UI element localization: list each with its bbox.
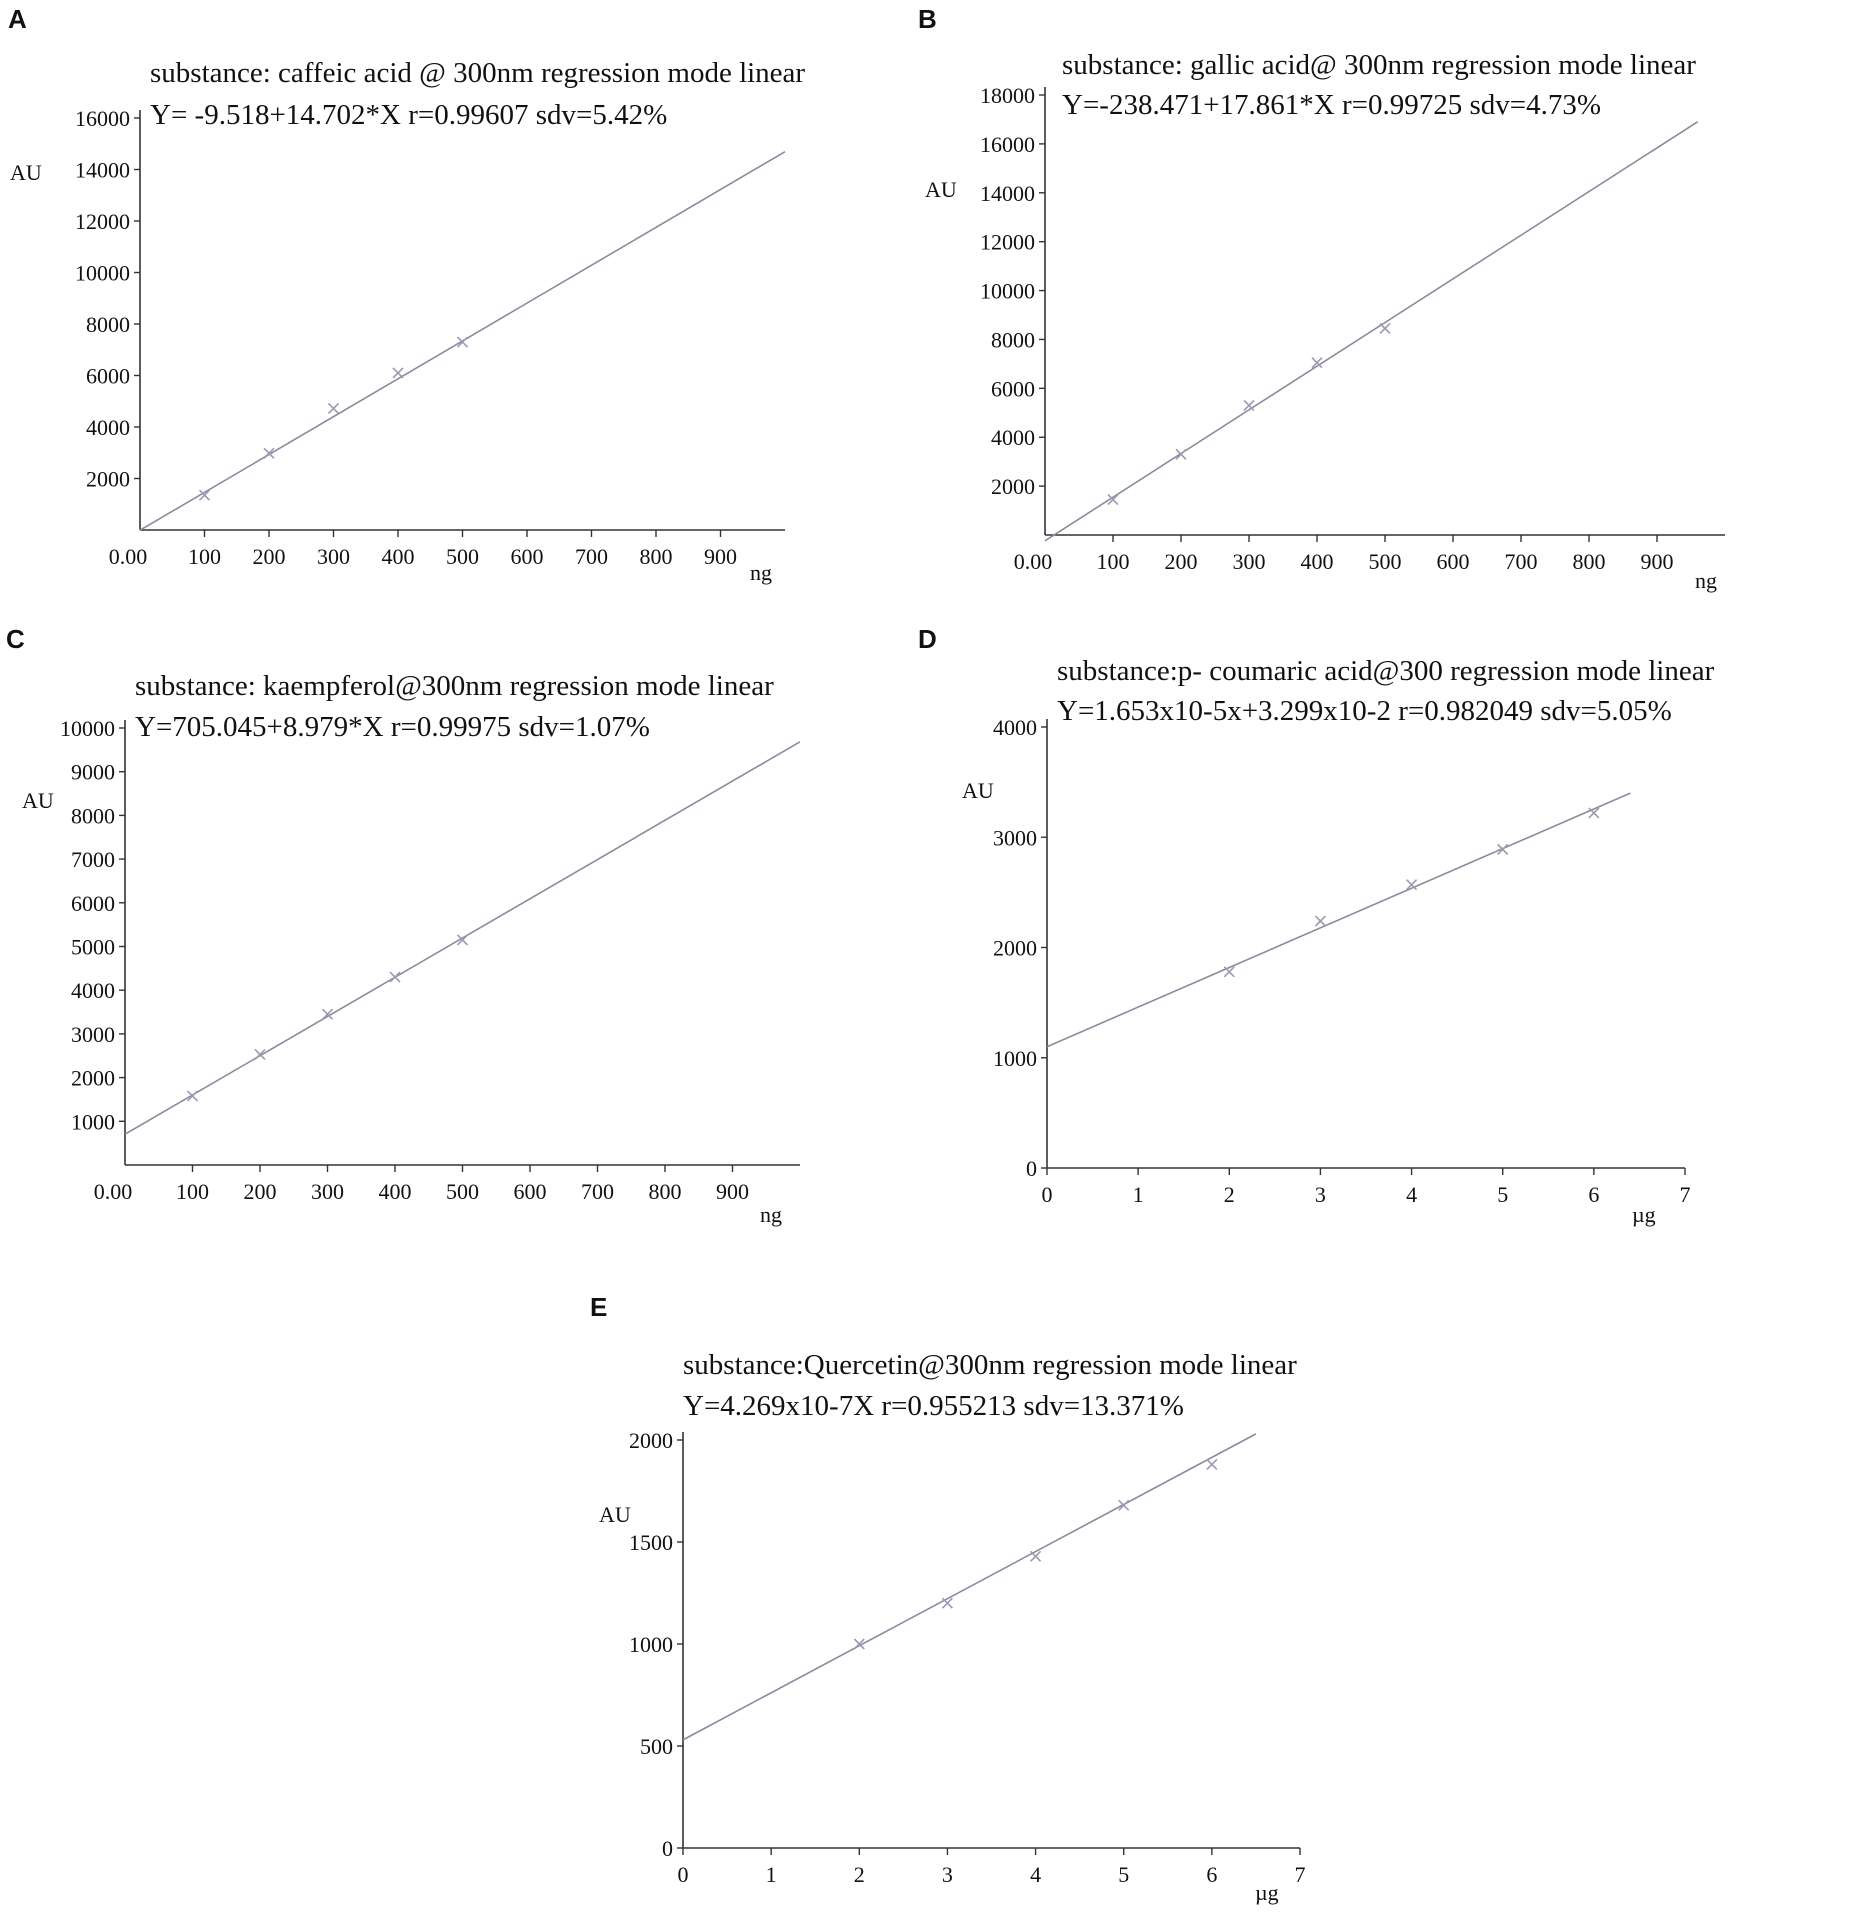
x-tick-label: 500 [446, 544, 479, 569]
x-tick-label: 900 [716, 1179, 749, 1204]
y-tick-label: 0 [662, 1836, 673, 1861]
x-tick-label: 6 [1588, 1182, 1600, 1207]
x-tick-label: 3 [941, 1862, 953, 1887]
y-tick-label: 12000 [75, 209, 130, 234]
data-point [1031, 1551, 1041, 1561]
y-tick-label: 10000 [75, 260, 130, 286]
y-tick-label: 3000 [993, 825, 1037, 851]
y-tick-label: 4000 [993, 715, 1037, 740]
x-tick-label: 5 [1497, 1182, 1509, 1207]
x-tick-label: 0 [677, 1862, 689, 1887]
y-tick-label: 16000 [75, 106, 130, 131]
chart-panel-c [6, 624, 800, 1227]
y-tick-label: 9000 [71, 759, 115, 785]
x-tick-label: 700 [581, 1179, 614, 1204]
y-tick-label: 0 [1026, 1156, 1037, 1181]
y-tick-label: 18000 [980, 83, 1035, 108]
chart-title-line: substance:Quercetin@300nm regression mode linear [683, 1349, 1297, 1381]
data-point [188, 1091, 198, 1101]
x-tick-label: 800 [639, 544, 673, 569]
chart-title-line: Y=1.653x10-5x+3.299x10-2 r=0.982049 sdv=5.05% [1057, 695, 1672, 727]
y-tick-label: 5000 [71, 934, 115, 960]
y-tick-label: 8000 [86, 312, 130, 337]
regression-line [125, 742, 800, 1134]
regression-line [1045, 122, 1698, 541]
y-tick-label: 500 [640, 1734, 673, 1759]
panel-letter: D [918, 624, 937, 654]
chart-title-line: Y= -9.518+14.702*X r=0.99607 sdv=5.42% [150, 99, 668, 131]
y-axis-label: AU [10, 160, 42, 185]
x-tick-label: 700 [575, 544, 608, 569]
x-tick-label: 600 [513, 1179, 547, 1204]
y-axis-label: AU [962, 778, 994, 803]
x-tick-label: 800 [1572, 549, 1606, 574]
chart-title-line: Y=-238.471+17.861*X r=0.99725 sdv=4.73% [1062, 89, 1602, 121]
chart-panel-e [590, 1292, 1306, 1905]
y-tick-label: 6000 [991, 376, 1035, 402]
x-tick-label: 100 [176, 1179, 209, 1204]
x-axis-label: ng [750, 560, 772, 585]
data-point [1207, 1459, 1217, 1469]
x-tick-label: 900 [704, 544, 737, 569]
data-point [393, 368, 403, 378]
y-axis-label: AU [599, 1502, 631, 1527]
chart-title-line: substance: caffeic acid @ 300nm regression mode linear [150, 57, 806, 89]
x-tick-label: 1 [765, 1862, 777, 1887]
panel-letter: C [6, 624, 25, 654]
x-tick-label: 300 [317, 544, 350, 569]
x-tick-label: 6 [1206, 1862, 1218, 1887]
data-point [1176, 449, 1186, 459]
x-tick-label: 600 [1436, 549, 1470, 574]
data-point [329, 403, 339, 413]
y-tick-label: 14000 [980, 180, 1035, 206]
chart-title-line: substance: kaempferol@300nm regression mode linear [135, 670, 774, 702]
x-axis-label: µg [1632, 1202, 1656, 1227]
x-tick-label: 400 [381, 544, 415, 569]
y-tick-label: 8000 [991, 327, 1035, 353]
data-point [1119, 1500, 1129, 1510]
panel-letter: B [918, 4, 937, 34]
y-tick-label: 2000 [86, 466, 130, 492]
y-axis-label: AU [22, 788, 54, 813]
chart-title-line: Y=4.269x10-7X r=0.955213 sdv=13.371% [683, 1390, 1184, 1422]
x-tick-label: 100 [1096, 549, 1130, 574]
y-tick-label: 7000 [71, 847, 115, 873]
y-tick-label: 4000 [991, 425, 1035, 451]
y-tick-label: 8000 [71, 803, 115, 829]
y-tick-label: 4000 [86, 415, 130, 440]
y-tick-label: 1000 [993, 1045, 1037, 1071]
x-tick-label: 0 [1041, 1182, 1053, 1207]
regression-line [683, 1434, 1256, 1740]
x-tick-label: 200 [243, 1179, 277, 1204]
chart-title-line: Y=705.045+8.979*X r=0.99975 sdv=1.07% [135, 711, 650, 743]
chart-panel-a [8, 4, 805, 585]
y-tick-label: 2000 [71, 1065, 115, 1091]
data-point [1380, 323, 1390, 333]
y-tick-label: 6000 [86, 363, 130, 389]
x-tick-label: 300 [1232, 549, 1266, 574]
x-axis-label: ng [1695, 568, 1717, 593]
x-tick-label: 2 [1223, 1182, 1235, 1207]
chart-panel-d [918, 624, 1715, 1227]
y-tick-label: 1000 [629, 1632, 673, 1657]
data-point [390, 972, 400, 982]
data-point [458, 337, 468, 347]
x-tick-label: 800 [648, 1179, 682, 1204]
chart-panel-b [918, 4, 1725, 593]
x-axis-label: µg [1255, 1880, 1279, 1905]
chart-title-line: substance:p- coumaric acid@300 regression mode linear [1057, 655, 1715, 687]
y-tick-label: 10000 [980, 278, 1035, 304]
chart-title-line: substance: gallic acid@ 300nm regression mode linear [1062, 49, 1696, 81]
y-tick-label: 4000 [71, 978, 115, 1004]
x-tick-label: 500 [1368, 549, 1402, 574]
y-tick-label: 6000 [71, 890, 115, 916]
panel-letter: A [8, 4, 27, 34]
y-axis-label: AU [925, 177, 957, 202]
x-tick-label: 5 [1118, 1862, 1130, 1887]
x-tick-label: 7 [1679, 1182, 1691, 1207]
regression-line [1047, 793, 1630, 1047]
x-tick-label: 100 [188, 544, 221, 569]
data-point [942, 1598, 952, 1608]
y-tick-label: 16000 [980, 131, 1035, 157]
x-tick-label: 2 [853, 1862, 865, 1887]
x-tick-label: 500 [446, 1179, 479, 1204]
x-axis-label: ng [760, 1202, 782, 1227]
y-tick-label: 14000 [75, 157, 130, 183]
y-tick-label: 2000 [629, 1428, 673, 1453]
x-tick-label: 3 [1314, 1182, 1326, 1207]
x-tick-label: 200 [252, 544, 286, 569]
x-tick-label: 600 [510, 544, 544, 569]
x-tick-label: 700 [1504, 549, 1538, 574]
x-origin-label: 0.00 [108, 544, 148, 569]
data-point [1315, 916, 1325, 926]
y-tick-label: 3000 [71, 1021, 115, 1047]
y-tick-label: 12000 [980, 229, 1035, 255]
x-tick-label: 300 [311, 1179, 344, 1204]
x-tick-label: 1 [1132, 1182, 1144, 1207]
x-tick-label: 7 [1294, 1862, 1306, 1887]
x-tick-label: 400 [378, 1179, 412, 1204]
x-tick-label: 900 [1640, 549, 1674, 574]
x-tick-label: 400 [1300, 549, 1334, 574]
x-tick-label: 200 [1164, 549, 1198, 574]
x-tick-label: 4 [1406, 1182, 1418, 1207]
x-origin-label: 0.00 [93, 1179, 133, 1204]
x-origin-label: 0.00 [1013, 549, 1053, 574]
panel-letter: E [590, 1292, 608, 1322]
y-tick-label: 2000 [993, 935, 1037, 961]
y-tick-label: 1000 [71, 1109, 115, 1135]
y-tick-label: 2000 [991, 474, 1035, 500]
y-tick-label: 10000 [60, 716, 115, 741]
y-tick-label: 1500 [629, 1530, 673, 1555]
x-tick-label: 4 [1030, 1862, 1042, 1887]
